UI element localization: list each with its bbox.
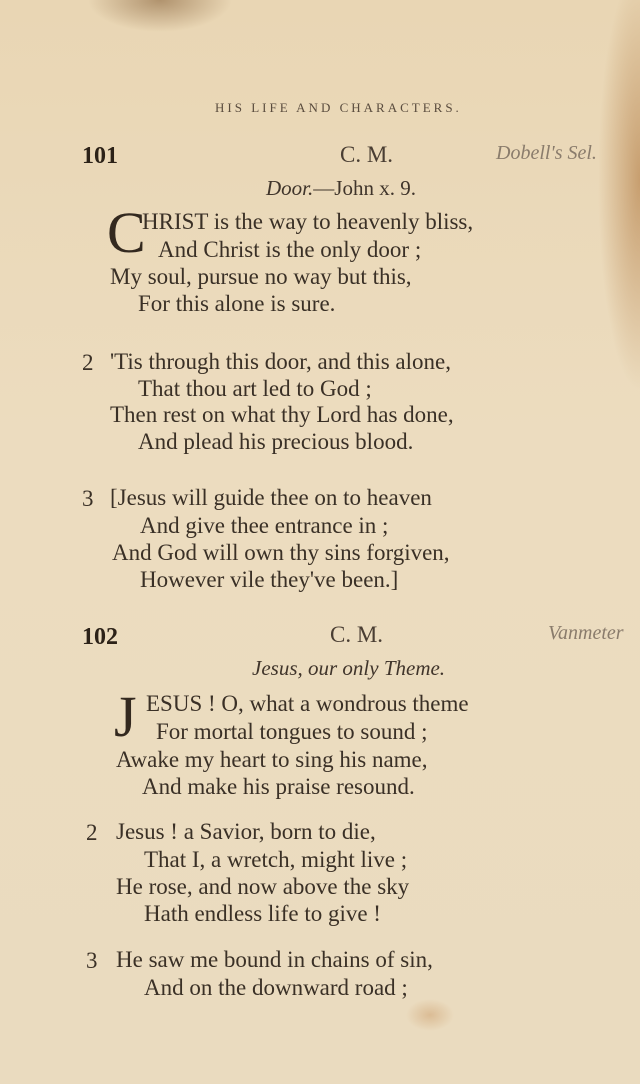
verse-line: That I, a wretch, might live ; bbox=[144, 847, 408, 872]
stanza-number: 2 bbox=[82, 350, 94, 375]
verse-line: And on the downward road ; bbox=[144, 975, 408, 1000]
hymn-subtitle bbox=[252, 656, 445, 681]
verse-line: However vile they've been.] bbox=[140, 567, 399, 592]
verse-line: Hath endless life to give ! bbox=[144, 901, 381, 926]
verse-line: And give thee entrance in ; bbox=[140, 513, 389, 538]
verse-line: Jesus ! a Savior, born to die, bbox=[116, 819, 376, 844]
verse-line: [Jesus will guide thee on to heaven bbox=[110, 485, 432, 510]
verse-line: For this alone is sure. bbox=[138, 291, 336, 316]
subtitle-italic: Jesus, our only Theme. bbox=[252, 656, 446, 680]
hymn-tune: Dobell's Sel. bbox=[496, 142, 597, 164]
subtitle-reference: —John x. 9. bbox=[313, 176, 416, 200]
verse-line: 'Tis through this door, and this alone, bbox=[110, 349, 451, 374]
hymn-subtitle bbox=[266, 176, 416, 201]
drop-cap: J bbox=[114, 684, 137, 749]
hymn-meter: C. M. bbox=[330, 622, 384, 647]
verse-line: And God will own thy sins forgiven, bbox=[112, 540, 450, 565]
verse-line: ESUS ! O, what a wondrous theme bbox=[146, 691, 469, 716]
verse-line: For mortal tongues to sound ; bbox=[156, 719, 428, 744]
verse-line: Then rest on what thy Lord has done, bbox=[110, 402, 454, 427]
verse-line: My soul, pursue no way but this, bbox=[110, 264, 412, 289]
hymn-number: 102 bbox=[82, 624, 118, 650]
hymn-number: 101 bbox=[82, 143, 118, 169]
subtitle-italic: Door. bbox=[266, 176, 314, 200]
verse-line: HRIST is the way to heavenly bliss, bbox=[142, 209, 474, 234]
stanza-number: 2 bbox=[86, 820, 98, 845]
verse-line: He saw me bound in chains of sin, bbox=[116, 947, 433, 972]
hymn-meter: C. M. bbox=[340, 142, 394, 167]
hymn-tune: Vanmeter bbox=[548, 622, 624, 644]
drop-cap: C bbox=[107, 200, 146, 265]
stanza-number: 3 bbox=[86, 948, 98, 973]
verse-line: Awake my heart to sing his name, bbox=[116, 747, 428, 772]
running-head: HIS LIFE AND CHARACTERS. bbox=[215, 100, 462, 115]
verse-line: He rose, and now above the sky bbox=[116, 874, 410, 899]
stanza-number: 3 bbox=[82, 486, 94, 511]
verse-line: And Christ is the only door ; bbox=[158, 237, 422, 262]
verse-line: And make his praise resound. bbox=[142, 774, 415, 799]
verse-line: And plead his precious blood. bbox=[138, 429, 414, 454]
verse-line: That thou art led to God ; bbox=[138, 376, 372, 401]
